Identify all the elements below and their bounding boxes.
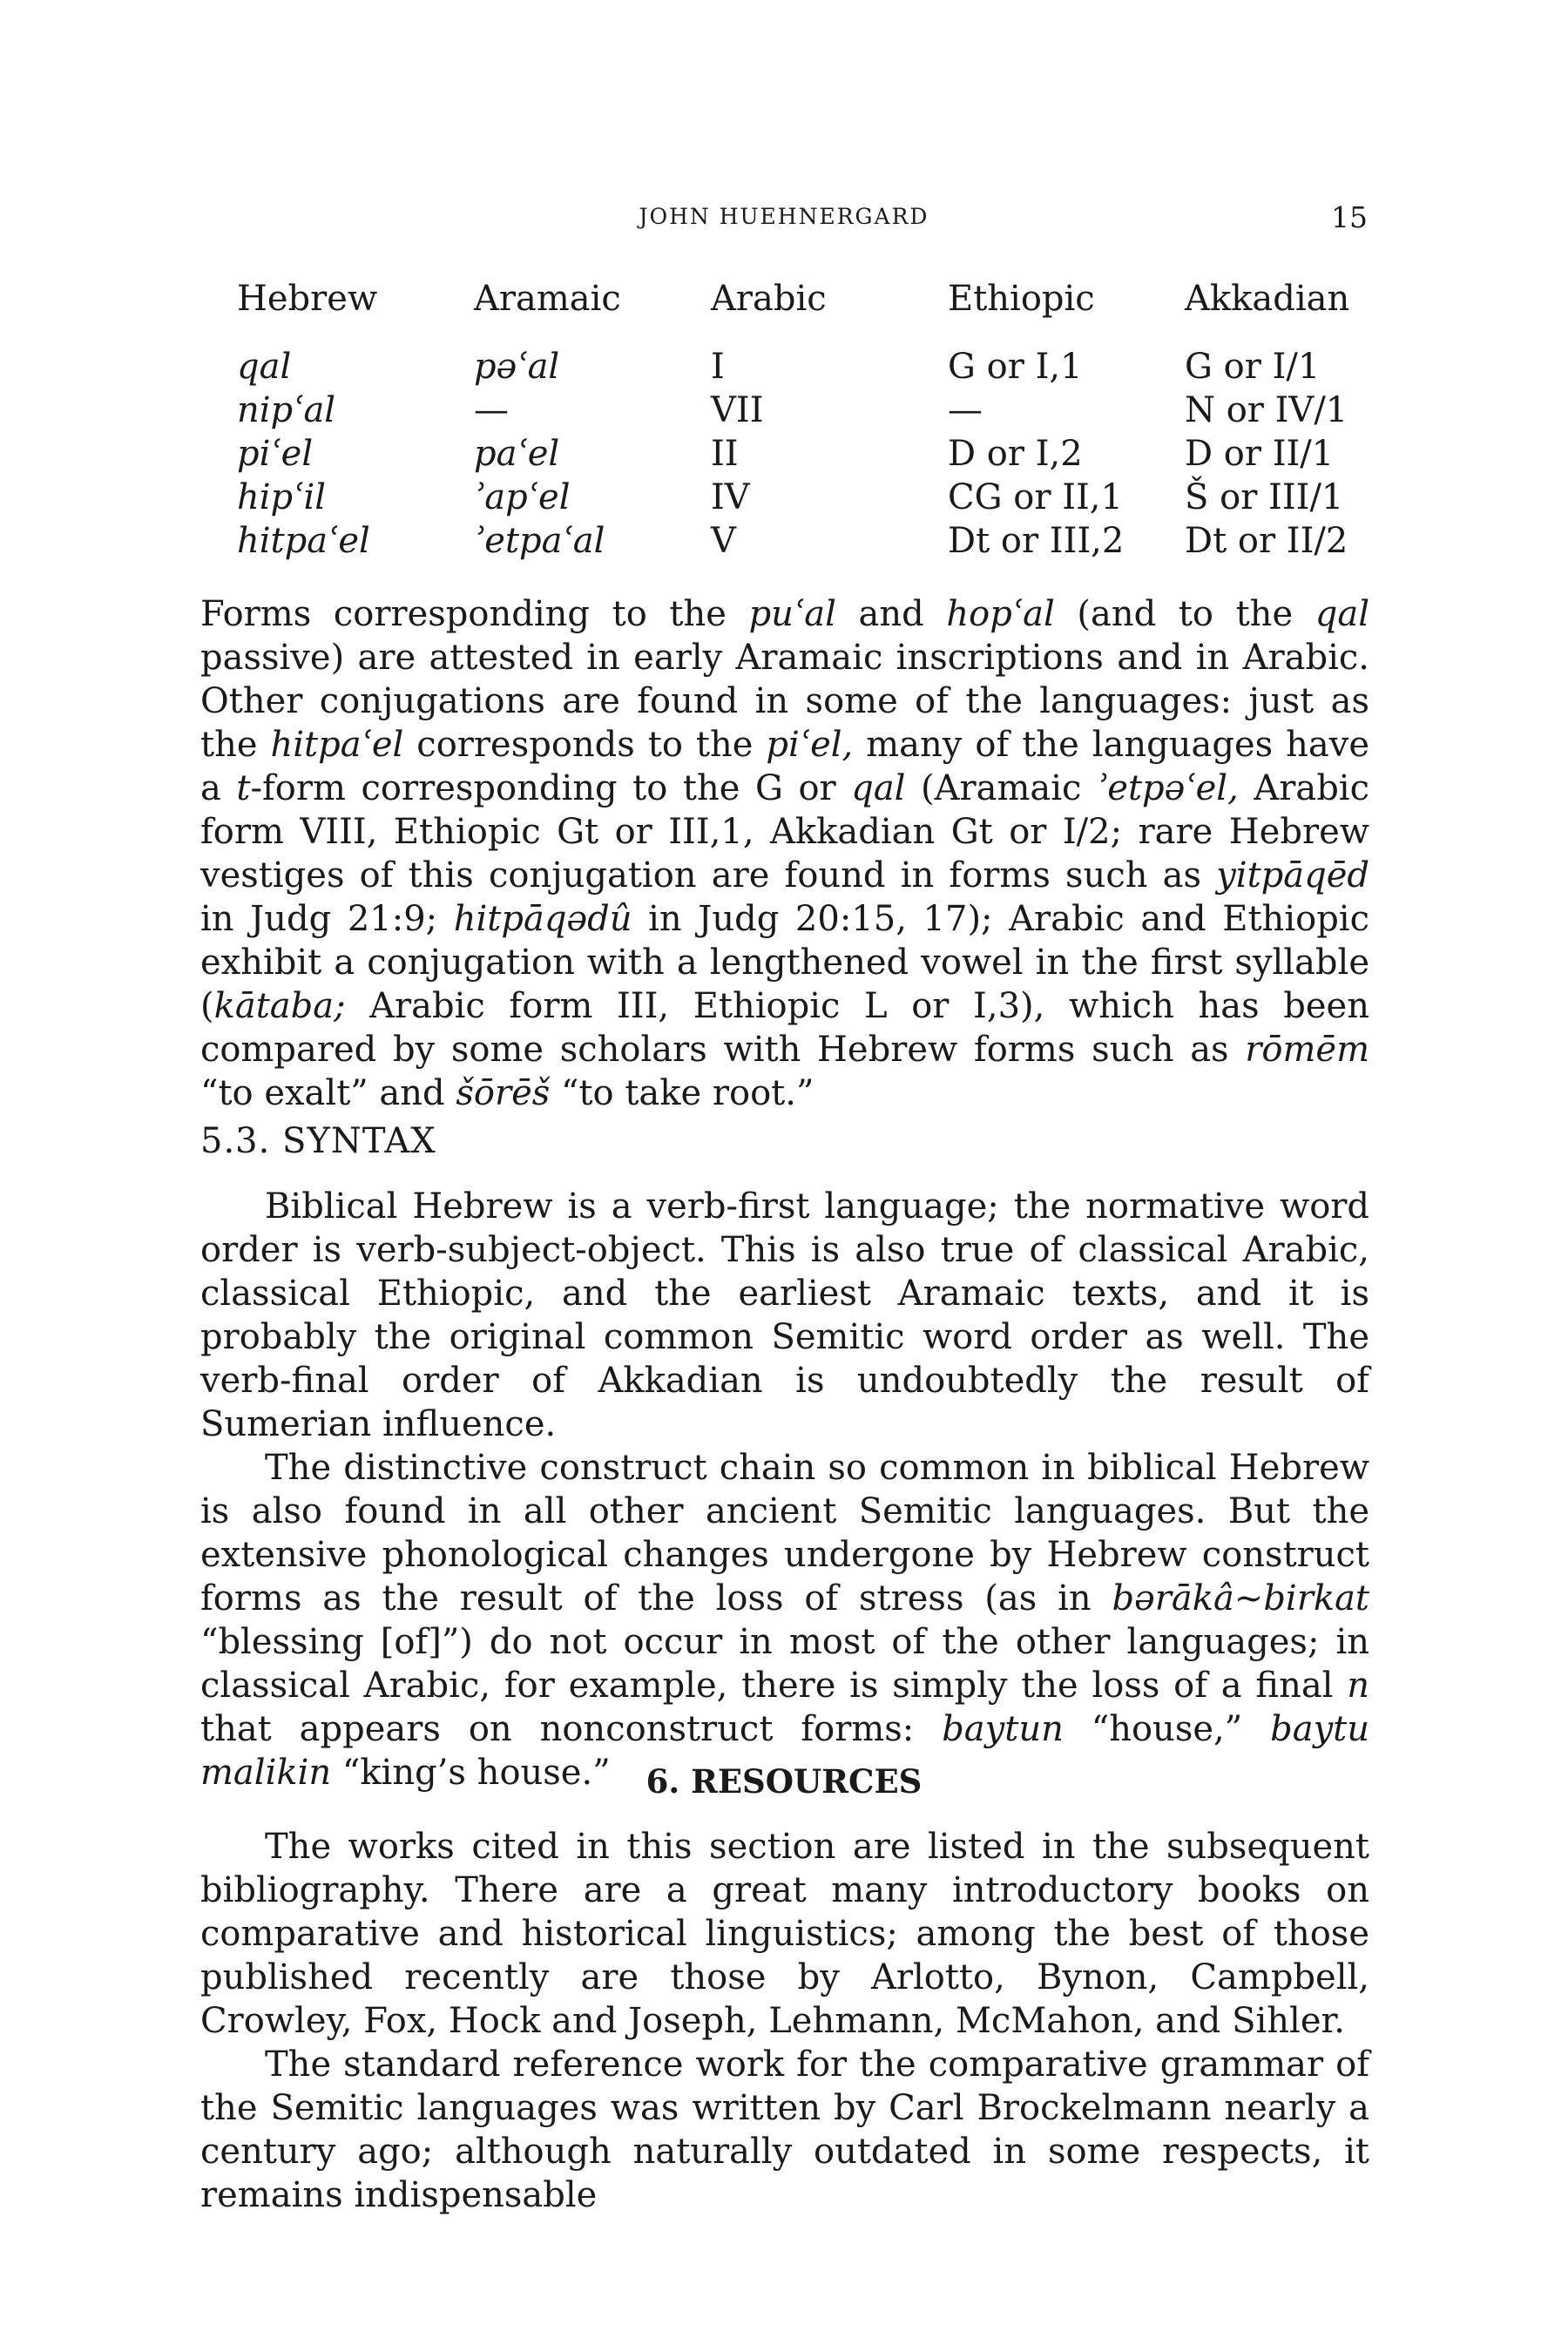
term: hopʿal <box>946 594 1055 634</box>
text-run: “to exalt” and <box>200 1073 456 1113</box>
table-row <box>237 476 1369 519</box>
table-cell: I <box>711 347 725 387</box>
table-row <box>237 389 1369 432</box>
paragraph-works-cited: The works cited in this section are listed in the subsequent bibliography. There are a great many introductory books on comparative and historical linguistics; among the best of those published recently are those by Arlotto, Bynon, Campbell, Crowley, Fox, Hock and Joseph, Lehmann, McMahon, and Sihler. <box>200 1827 1369 2041</box>
text-run: in Judg 21:9; <box>200 899 454 939</box>
text-run: many of the languages have a <box>200 725 1369 808</box>
text-run: Forms corresponding to the <box>200 594 749 634</box>
text-run: (and to the <box>1054 594 1315 634</box>
term: puʿal <box>748 594 836 634</box>
table-cell: Dt or II/2 <box>1185 521 1348 561</box>
term: hitpāqədû <box>453 899 632 939</box>
text-run: “king’s house.” <box>331 1753 611 1793</box>
header-akkadian: Akkadian <box>1185 279 1350 319</box>
table-cell: V <box>711 521 736 561</box>
text-run: The distinctive construct chain so common in biblical Hebrew is also found in all other ancient Semitic languages. But the extensive phonological changes undergone by Hebrew construct forms as the result of the loss of stress (as in <box>200 1448 1369 1619</box>
table-cell: CG or II,1 <box>948 477 1123 517</box>
header-aramaic: Aramaic <box>474 279 621 319</box>
table-cell: nipʿal <box>237 390 336 430</box>
text-run: “house,” <box>1063 1709 1271 1749</box>
section-heading-resources: 6. RESOURCES <box>645 1762 923 1801</box>
text-run: Arabic form III, Ethiopic L or I,3), which has been compared by some scholars with Hebrew forms such as <box>200 986 1369 1070</box>
term: hitpaʿel <box>270 725 404 765</box>
table-cell: — <box>948 390 983 430</box>
table-cell: ʾetpaʿal <box>474 521 605 561</box>
text-run: in Judg 20:15, 17); Arabic and Ethiopic exhibit a conjugation with a lengthened vowel in the first syllable ( <box>200 899 1369 1026</box>
text-run: and <box>835 594 947 634</box>
table-row <box>237 432 1369 476</box>
running-head <box>200 200 1368 235</box>
table-cell: Š or III/1 <box>1185 477 1344 517</box>
page-number: 15 <box>1331 200 1368 234</box>
table-cell: D or II/1 <box>1185 434 1335 474</box>
term: šōrēš <box>456 1073 551 1113</box>
term: ʾetpəʿel, <box>1097 768 1239 808</box>
text-run: passive) are attested in early Aramaic inscriptions and in Arabic. Other conjugations are found in some of the languages: just as the <box>200 638 1369 765</box>
table-cell: G or I/1 <box>1185 347 1321 387</box>
term: qal <box>1315 594 1370 634</box>
header-hebrew: Hebrew <box>237 279 378 319</box>
paragraph-construct-chain <box>200 1446 1369 1794</box>
table-row <box>237 345 1369 389</box>
term: baytu malikin <box>200 1709 1369 1793</box>
running-title: JOHN HUEHNERGARD <box>639 204 929 229</box>
text-run: Arabic form VIII, Ethiopic Gt or III,1, Akkadian Gt or I/2; rare Hebrew vestiges of this conjugation are found in forms such as <box>200 768 1370 896</box>
term: yitpāqēd <box>1216 855 1369 896</box>
table-cell: pəʿal <box>474 347 560 387</box>
paragraph-text <box>200 592 1369 1115</box>
text-run: -form corresponding to the G or <box>250 768 852 808</box>
table-header-row <box>237 277 1369 321</box>
term: qal <box>851 768 906 808</box>
term: t <box>236 768 251 808</box>
table-cell: G or I,1 <box>948 347 1083 387</box>
table-cell: paʿel <box>474 434 560 474</box>
table-cell: qal <box>237 347 292 387</box>
term: n <box>1347 1666 1369 1706</box>
text-run: (Aramaic <box>905 768 1098 808</box>
paragraph-reference-work: The standard reference work for the comparative grammar of the Semitic languages was written by Carl Brockelmann nearly a century ago; although naturally outdated in some respects, it remains indispensable <box>200 2044 1369 2215</box>
table-cell: II <box>711 434 739 474</box>
header-arabic: Arabic <box>711 279 827 319</box>
text-run: corresponds to the <box>403 725 767 765</box>
conjugation-table <box>237 277 1369 563</box>
table-cell: Dt or III,2 <box>948 521 1125 561</box>
paragraph-word-order: Biblical Hebrew is a verb-first language; the normative word order is verb-subject-object. This is also true of classical Arabic, classical Ethiopic, and the earliest Aramaic texts, and it is probably the original common Semitic word order as well. The verb-final order of Akkadian is undoubtedly the result of Sumerian influence. <box>200 1186 1369 1444</box>
table-cell: VII <box>711 390 764 430</box>
header-ethiopic: Ethiopic <box>948 279 1095 319</box>
term: piʿel, <box>766 725 854 765</box>
table-cell: IV <box>711 477 750 517</box>
paragraph-forms <box>200 592 1369 1115</box>
table-row <box>237 519 1369 563</box>
text-run: that appears on nonconstruct forms: <box>200 1709 943 1749</box>
table-cell: — <box>474 390 509 430</box>
text-run: “blessing [of]”) do not occur in most of the other languages; in classical Arabic, for example, there is simply the loss of a final <box>200 1622 1369 1706</box>
table-cell: piʿel <box>237 434 314 474</box>
text-run: “to take root.” <box>550 1073 814 1113</box>
table-cell: D or I,2 <box>948 434 1083 474</box>
term: kātaba; <box>213 986 346 1026</box>
section-heading-syntax: 5.3. SYNTAX <box>200 1121 436 1161</box>
table-cell: hipʿil <box>237 477 327 517</box>
section-resources-body <box>200 1825 1369 2217</box>
term: baytun <box>942 1709 1064 1749</box>
table-cell: N or IV/1 <box>1185 390 1348 430</box>
term: bərākâ~birkat <box>1112 1578 1369 1619</box>
section-syntax-body <box>200 1185 1369 1794</box>
term: rōmēm <box>1245 1030 1369 1070</box>
table-cell: ʾapʿel <box>474 477 571 517</box>
table-cell: hitpaʿel <box>237 521 370 561</box>
